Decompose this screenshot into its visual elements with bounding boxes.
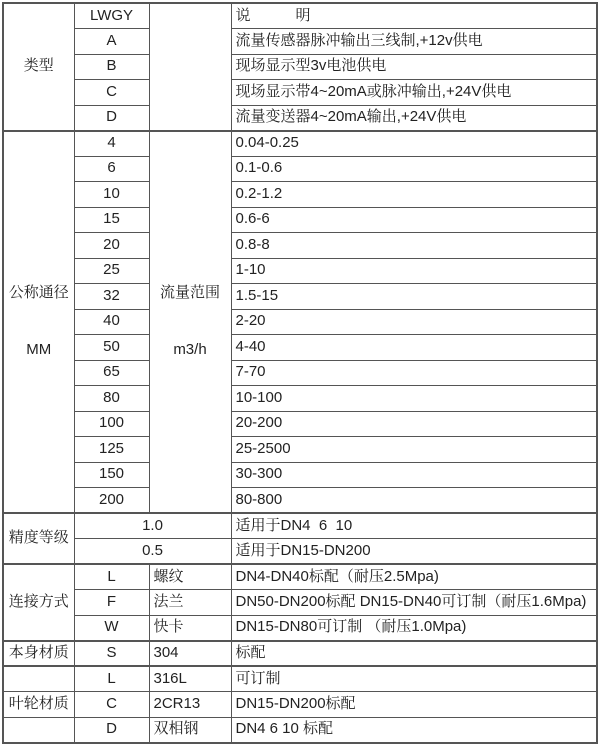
impeller-section-label-cell: 叶轮材质 [3, 692, 74, 718]
impeller-desc-cell: DN15-DN200标配 [231, 692, 597, 718]
type-row [3, 54, 597, 80]
accuracy-row [3, 539, 597, 565]
type-desc-cell: 流量传感器脉冲输出三线制,+12v供电 [231, 29, 597, 55]
flow-range-label-line2: m3/h [173, 340, 207, 358]
diameter-row [3, 233, 597, 259]
impeller-code-cell: D [74, 717, 149, 743]
accuracy-grade-cell: 1.0 [74, 513, 231, 539]
connection-row [3, 564, 597, 590]
impeller-code-cell: L [74, 666, 149, 692]
diameter-row [3, 360, 597, 386]
connection-desc-cell: DN50-DN200标配 DN15-DN40可订制（耐压1.6Mpa) [231, 590, 597, 616]
impeller-desc-cell: 可订制 [231, 666, 597, 692]
type-row [3, 105, 597, 131]
type-code-cell: C [74, 80, 149, 106]
connection-name-cell: 螺纹 [149, 564, 231, 590]
dn-cell: 40 [74, 309, 149, 335]
dn-cell: 32 [74, 284, 149, 310]
flowmeter-spec-table [2, 2, 598, 744]
type-code-cell: D [74, 105, 149, 131]
body-material-name-cell: 304 [149, 641, 231, 667]
type-desc-cell: 现场显示带4~20mA或脉冲输出,+24V供电 [231, 80, 597, 106]
range-cell: 20-200 [231, 411, 597, 437]
dn-cell: 6 [74, 156, 149, 182]
connection-desc-cell: DN15-DN80可订制 （耐压1.0Mpa) [231, 615, 597, 641]
dn-cell: 80 [74, 386, 149, 412]
dn-cell: 15 [74, 207, 149, 233]
flow-range-label-cell [149, 131, 231, 514]
impeller-name-cell: 2CR13 [149, 692, 231, 718]
dn-cell: 4 [74, 131, 149, 157]
diameter-row [3, 284, 597, 310]
type-desc-cell: 流量变送器4~20mA输出,+24V供电 [231, 105, 597, 131]
accuracy-grade-cell: 0.5 [74, 539, 231, 565]
connection-desc-cell: DN4-DN40标配（耐压2.5Mpa) [231, 564, 597, 590]
flow-range-label-line1: 流量范围 [159, 284, 220, 302]
impeller-label-spacer-cell [3, 717, 74, 743]
connection-code-cell: L [74, 564, 149, 590]
dn-cell: 65 [74, 360, 149, 386]
body-material-row [3, 641, 597, 667]
impeller-name-cell: 316L [149, 666, 231, 692]
type-code-cell: B [74, 54, 149, 80]
diameter-row [3, 182, 597, 208]
accuracy-section-label-cell: 精度等级 [3, 513, 74, 564]
diameter-row [3, 156, 597, 182]
connection-name-cell: 法兰 [149, 590, 231, 616]
connection-code-cell: F [74, 590, 149, 616]
body-material-desc-cell: 标配 [231, 641, 597, 667]
dn-cell: 10 [74, 182, 149, 208]
accuracy-row [3, 513, 597, 539]
dn-cell: 150 [74, 462, 149, 488]
range-cell: 10-100 [231, 386, 597, 412]
body-material-code-cell: S [74, 641, 149, 667]
connection-row [3, 590, 597, 616]
connection-name-cell: 快卡 [149, 615, 231, 641]
connection-row [3, 615, 597, 641]
range-cell: 2-20 [231, 309, 597, 335]
dn-cell: 50 [74, 335, 149, 361]
diameter-label-line2: MM [26, 340, 52, 358]
diameter-row [3, 309, 597, 335]
range-cell: 7-70 [231, 360, 597, 386]
diameter-row [3, 488, 597, 514]
dn-cell: 20 [74, 233, 149, 259]
range-cell: 0.04-0.25 [231, 131, 597, 157]
range-cell: 1-10 [231, 258, 597, 284]
dn-cell: 125 [74, 437, 149, 463]
diameter-row [3, 335, 597, 361]
diameter-row [3, 437, 597, 463]
diameter-row [3, 258, 597, 284]
accuracy-desc-cell: 适用于DN15-DN200 [231, 539, 597, 565]
diameter-section-label-cell [3, 131, 74, 514]
range-cell: 0.6-6 [231, 207, 597, 233]
header-row [3, 3, 597, 29]
diameter-row [3, 131, 597, 157]
impeller-name-cell: 双相钢 [149, 717, 231, 743]
range-cell: 25-2500 [231, 437, 597, 463]
type-row [3, 29, 597, 55]
connection-section-label-cell: 连接方式 [3, 564, 74, 641]
range-cell: 0.8-8 [231, 233, 597, 259]
dn-cell: 25 [74, 258, 149, 284]
dn-cell: 100 [74, 411, 149, 437]
description-header-cell: 说 明 [231, 3, 597, 29]
diameter-row [3, 411, 597, 437]
connection-code-cell: W [74, 615, 149, 641]
diameter-row [3, 207, 597, 233]
range-cell: 30-300 [231, 462, 597, 488]
body-material-label-cell: 本身材质 [3, 641, 74, 667]
type-code-cell: A [74, 29, 149, 55]
impeller-code-cell: C [74, 692, 149, 718]
type-spacer-cell [149, 3, 231, 131]
diameter-row [3, 462, 597, 488]
impeller-material-row [3, 717, 597, 743]
impeller-label-spacer-cell [3, 666, 74, 692]
dn-cell: 200 [74, 488, 149, 514]
type-desc-cell: 现场显示型3v电池供电 [231, 54, 597, 80]
range-cell: 1.5-15 [231, 284, 597, 310]
range-cell: 0.2-1.2 [231, 182, 597, 208]
type-row [3, 80, 597, 106]
range-cell: 4-40 [231, 335, 597, 361]
impeller-material-row [3, 692, 597, 718]
type-section-label-cell: 类型 [3, 3, 74, 131]
impeller-desc-cell: DN4 6 10 标配 [231, 717, 597, 743]
range-cell: 80-800 [231, 488, 597, 514]
diameter-row [3, 386, 597, 412]
range-cell: 0.1-0.6 [231, 156, 597, 182]
model-code-header-cell: LWGY [74, 3, 149, 29]
accuracy-desc-cell: 适用于DN4 6 10 [231, 513, 597, 539]
impeller-material-row [3, 666, 597, 692]
diameter-label-line1: 公称通径 [8, 284, 69, 302]
